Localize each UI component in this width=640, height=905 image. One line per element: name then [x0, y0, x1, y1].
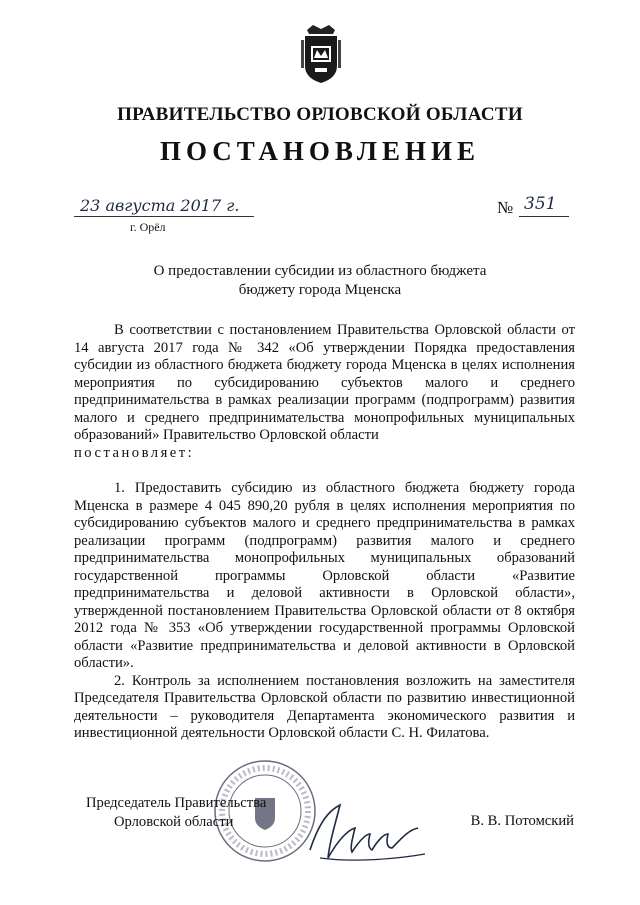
organization-title: ПРАВИТЕЛЬСТВО ОРЛОВСКОЙ ОБЛАСТИ — [117, 104, 523, 125]
date-handwritten: 23 августа 2017 г. — [80, 196, 240, 215]
resolves-paragraph — [74, 445, 575, 463]
signatory-title — [86, 794, 266, 832]
number-handwritten: 351 — [524, 194, 557, 214]
coat-of-arms-emblem — [299, 24, 343, 84]
document-subject: О предоставлении субсидии из областного бюджета бюджету города Мценска — [153, 263, 487, 298]
signatory-name: В. В. Потомский — [470, 813, 574, 829]
item-1-paragraph: 1. Предоставить субсидию из областного бюджета бюджету города Мценска в размере 4 045 890,20 рубля в целях исполнения мероприятия по субсидированию субъектов малого и среднего предпринимательства в рамках реализации программ (подпрограмм) развития малого и среднего предпринимательства монопрофильных муниципальных образований государственной программы Орловской области «Развитие предпринимательства и деловой активности в Орловской области», утвержденной постановлением Правительства Орловской области от 8 октября 2012 года № 353 «Об утверждении государственной программы Орловской области «Развитие предпринимательства и деловой активности в Орловской области». — [74, 480, 575, 671]
document-type-title: ПОСТАНОВЛЕНИЕ — [159, 136, 481, 166]
signatory-title-line-2: Орловской области — [114, 814, 234, 830]
handwritten-signature — [300, 800, 430, 870]
preamble-paragraph — [74, 322, 575, 445]
document-body — [74, 322, 575, 743]
preamble-text: В соответствии с постановлением Правительства Орловской области от 14 августа 2017 года № 342 «Об утверждении Порядка предоставления субсидии из областного бюджета бюджету города Мценска в целях исполнения мероприятия по субсидированию субъектов малого и среднего предпринимательства в рамках реализации программ (подпрограмм) развития малого и среднего предпринимательства монопрофильных муниципальных образований» Правительство Орловской области — [74, 322, 575, 443]
signatory-title-line-1: Председатель Правительства — [86, 795, 267, 811]
city-label: г. Орёл — [130, 220, 166, 234]
number-label: № — [497, 198, 514, 217]
resolves-text: постановляет: — [74, 444, 195, 461]
item-2-paragraph: 2. Контроль за исполнением постановления возложить на заместителя Председателя Правительства Орловской области по развитию инвестиционной деятельности – руководителя Департамента экономического развития и инвестиционной деятельности Орловской области С. Н. Филатова. — [74, 672, 575, 741]
